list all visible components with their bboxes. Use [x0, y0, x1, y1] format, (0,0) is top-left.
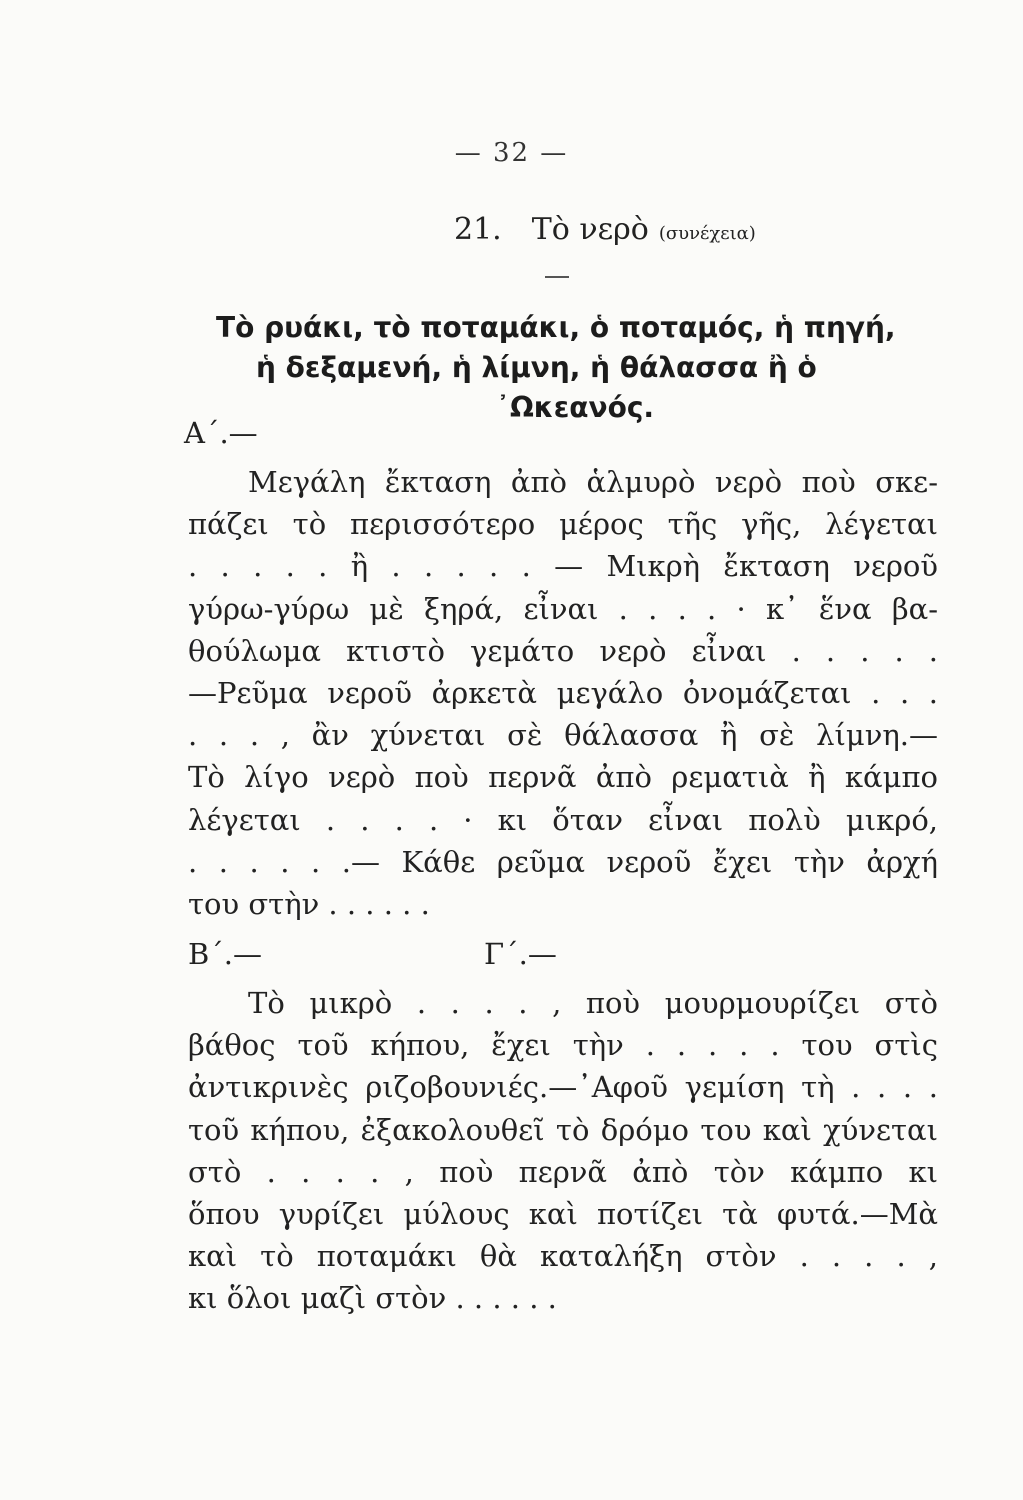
page-number: — 32 —: [454, 138, 569, 168]
text-line: γύρω-γύρω μὲ ξηρά, εἶναι . . . . · κ᾿ ἕνα βα-: [188, 591, 938, 626]
lesson-subtitle: [186, 308, 946, 428]
lesson-title: Τὸ νερὸ: [531, 212, 649, 247]
section-a-text: [188, 461, 938, 925]
text-line: κι ὅλοι μαζὶ στὸν . . . . . .: [188, 1281, 557, 1316]
text-line: θούλωμα κτιστὸ γεμάτο νερὸ εἶναι . . . . .: [188, 633, 938, 668]
section-c-text: [188, 982, 938, 1320]
text-line: Τὸ μικρὸ . . . . , ποὺ μουρμουρίζει στὸ: [248, 986, 938, 1020]
text-line: ὅπου γυρίζει μύλους καὶ ποτίζει τὰ φυτά.—Μὰ: [188, 1196, 938, 1231]
text-line: . . . . . .— Κάθε ρεῦμα νεροῦ ἔχει τὴν ἀρχή: [188, 844, 938, 879]
text-line: —Ρεῦμα νεροῦ ἀρκετὰ μεγάλο ὀνομάζεται . . .: [188, 675, 938, 710]
section-c-label: Γ΄.—: [484, 937, 557, 971]
subtitle-line: ᾿Ωκεανός.: [496, 391, 655, 424]
text-line: καὶ τὸ ποταμάκι θὰ καταλήξη στὸν . . . . ,: [188, 1239, 938, 1274]
lesson-heading: [454, 212, 756, 247]
subtitle-line: Τὸ ρυάκι, τὸ ποταμάκι, ὁ ποταμός, ἡ πηγή,: [216, 311, 896, 344]
text-line: ἀντικρινὲς ριζοβουνιές.—᾿Αφοῦ γεμίση τὴ . . . .: [188, 1070, 938, 1105]
text-line: . . . . . ἢ . . . . . — Μικρὴ ἔκταση νεροῦ: [188, 549, 938, 584]
text-line: . . . , ἂν χύνεται σὲ θάλασσα ἢ σὲ λίμνη.—: [188, 718, 938, 753]
text-line: λέγεται . . . . · κι ὅταν εἶναι πολὺ μικρό,: [188, 802, 938, 837]
section-b-label: Β΄.—: [188, 937, 263, 971]
section-a-label: Α΄.—: [184, 416, 258, 450]
heading-rule: [545, 276, 569, 278]
text-line: πάζει τὸ περισσότερο μέρος τῆς γῆς, λέγεται: [188, 507, 938, 542]
lesson-number: 21.: [454, 212, 502, 247]
text-line: του στὴν . . . . . .: [188, 886, 430, 921]
text-line: Μεγάλη ἔκταση ἀπὸ ἁλμυρὸ νερὸ ποὺ σκε-: [248, 465, 938, 499]
text-line: τοῦ κήπου, ἐξακολουθεῖ τὸ δρόμο του καὶ χύνεται: [188, 1112, 938, 1147]
text-line: Τὸ λίγο νερὸ ποὺ περνᾶ ἀπὸ ρεματιὰ ἢ κάμπο: [188, 760, 938, 795]
subtitle-line: ἡ δεξαμενή, ἡ λίμνη, ἡ θάλασσα ἢ ὁ: [256, 351, 817, 384]
lesson-continuation: (συνέχεια): [658, 223, 756, 244]
text-line: στὸ . . . . , ποὺ περνᾶ ἀπὸ τὸν κάμπο κι: [188, 1154, 938, 1189]
text-line: βάθος τοῦ κήπου, ἔχει τὴν . . . . . του στὶς: [188, 1028, 938, 1063]
